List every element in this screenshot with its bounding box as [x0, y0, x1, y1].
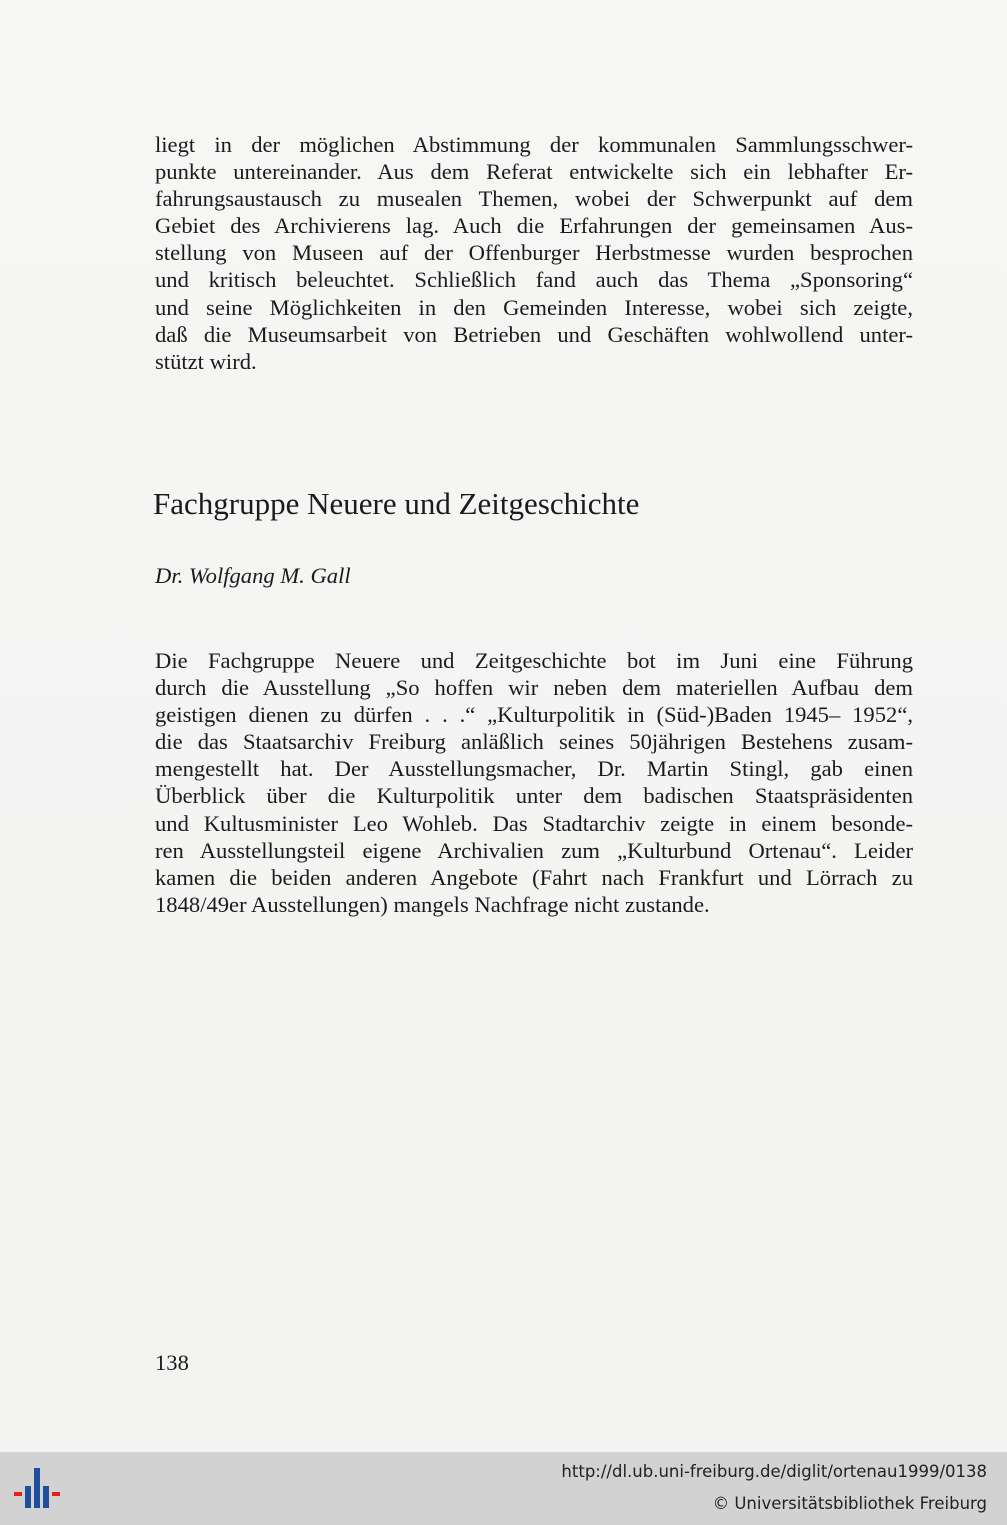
text-line: die das Staatsarchiv Freiburg anläßlich seines 50jährigen Bestehens zusam- — [155, 729, 913, 755]
text-line: durch die Ausstellung „So hoffen wir neben dem materiellen Aufbau dem — [155, 675, 913, 701]
text-line: stellung von Museen auf der Offenburger Herbstmesse wurden besprochen — [155, 240, 913, 266]
text-line: fahrungsaustausch zu musealen Themen, wobei der Schwerpunkt auf dem — [155, 186, 913, 212]
text-line: liegt in der möglichen Abstimmung der kommunalen Sammlungsschwer- — [155, 132, 913, 157]
text-line: und kritisch beleuchtet. Schließlich fand auch das Thema „Sponsoring“ — [155, 267, 913, 293]
text-line: stützt wird. — [155, 348, 257, 374]
text-line: Die Fachgruppe Neuere und Zeitgeschichte bot im Juni eine Führung — [155, 648, 913, 673]
page-number: 138 — [155, 1350, 189, 1375]
paragraph-1 — [155, 131, 913, 375]
copyright-notice: © Universitätsbibliothek Freiburg — [712, 1494, 987, 1513]
text-line: und seine Möglichkeiten in den Gemeinden Interesse, wobei sich zeigte, — [155, 294, 913, 320]
text-line: Gebiet des Archivierens lag. Auch die Erfahrungen der gemeinsamen Aus- — [155, 213, 913, 239]
section-heading: Fachgruppe Neuere und Zeitgeschichte — [153, 486, 640, 521]
library-footer — [0, 1452, 1007, 1525]
text-line: mengestellt hat. Der Ausstellungsmacher, Dr. Martin Stingl, gab einen — [155, 756, 913, 782]
author-name: Dr. Wolfgang M. Gall — [155, 563, 351, 588]
ub-freiburg-logo-icon[interactable] — [12, 1464, 64, 1516]
text-line: geistigen dienen zu dürfen . . .“ „Kulturpolitik in (Süd-)Baden 1945– 1952“, — [155, 702, 913, 728]
text-line: 1848/49er Ausstellungen) mangels Nachfrage nicht zustande. — [155, 891, 710, 917]
paragraph-2 — [155, 647, 913, 918]
text-line: ren Ausstellungsteil eigene Archivalien zum „Kulturbund Ortenau“. Leider — [155, 837, 913, 863]
text-line: Überblick über die Kulturpolitik unter dem badischen Staatspräsidenten — [155, 783, 913, 809]
text-line: und Kultusminister Leo Wohleb. Das Stadtarchiv zeigte in einem besonde- — [155, 810, 913, 836]
text-line: kamen die beiden anderen Angebote (Fahrt nach Frankfurt und Lörrach zu — [155, 864, 913, 890]
text-line: daß die Museumsarbeit von Betrieben und Geschäften wohlwollend unter- — [155, 321, 913, 347]
text-line: punkte untereinander. Aus dem Referat entwickelte sich ein lebhafter Er- — [155, 159, 913, 185]
permalink-url[interactable]: http://dl.ub.uni-freiburg.de/diglit/ortenau1999/0138 — [561, 1462, 987, 1481]
